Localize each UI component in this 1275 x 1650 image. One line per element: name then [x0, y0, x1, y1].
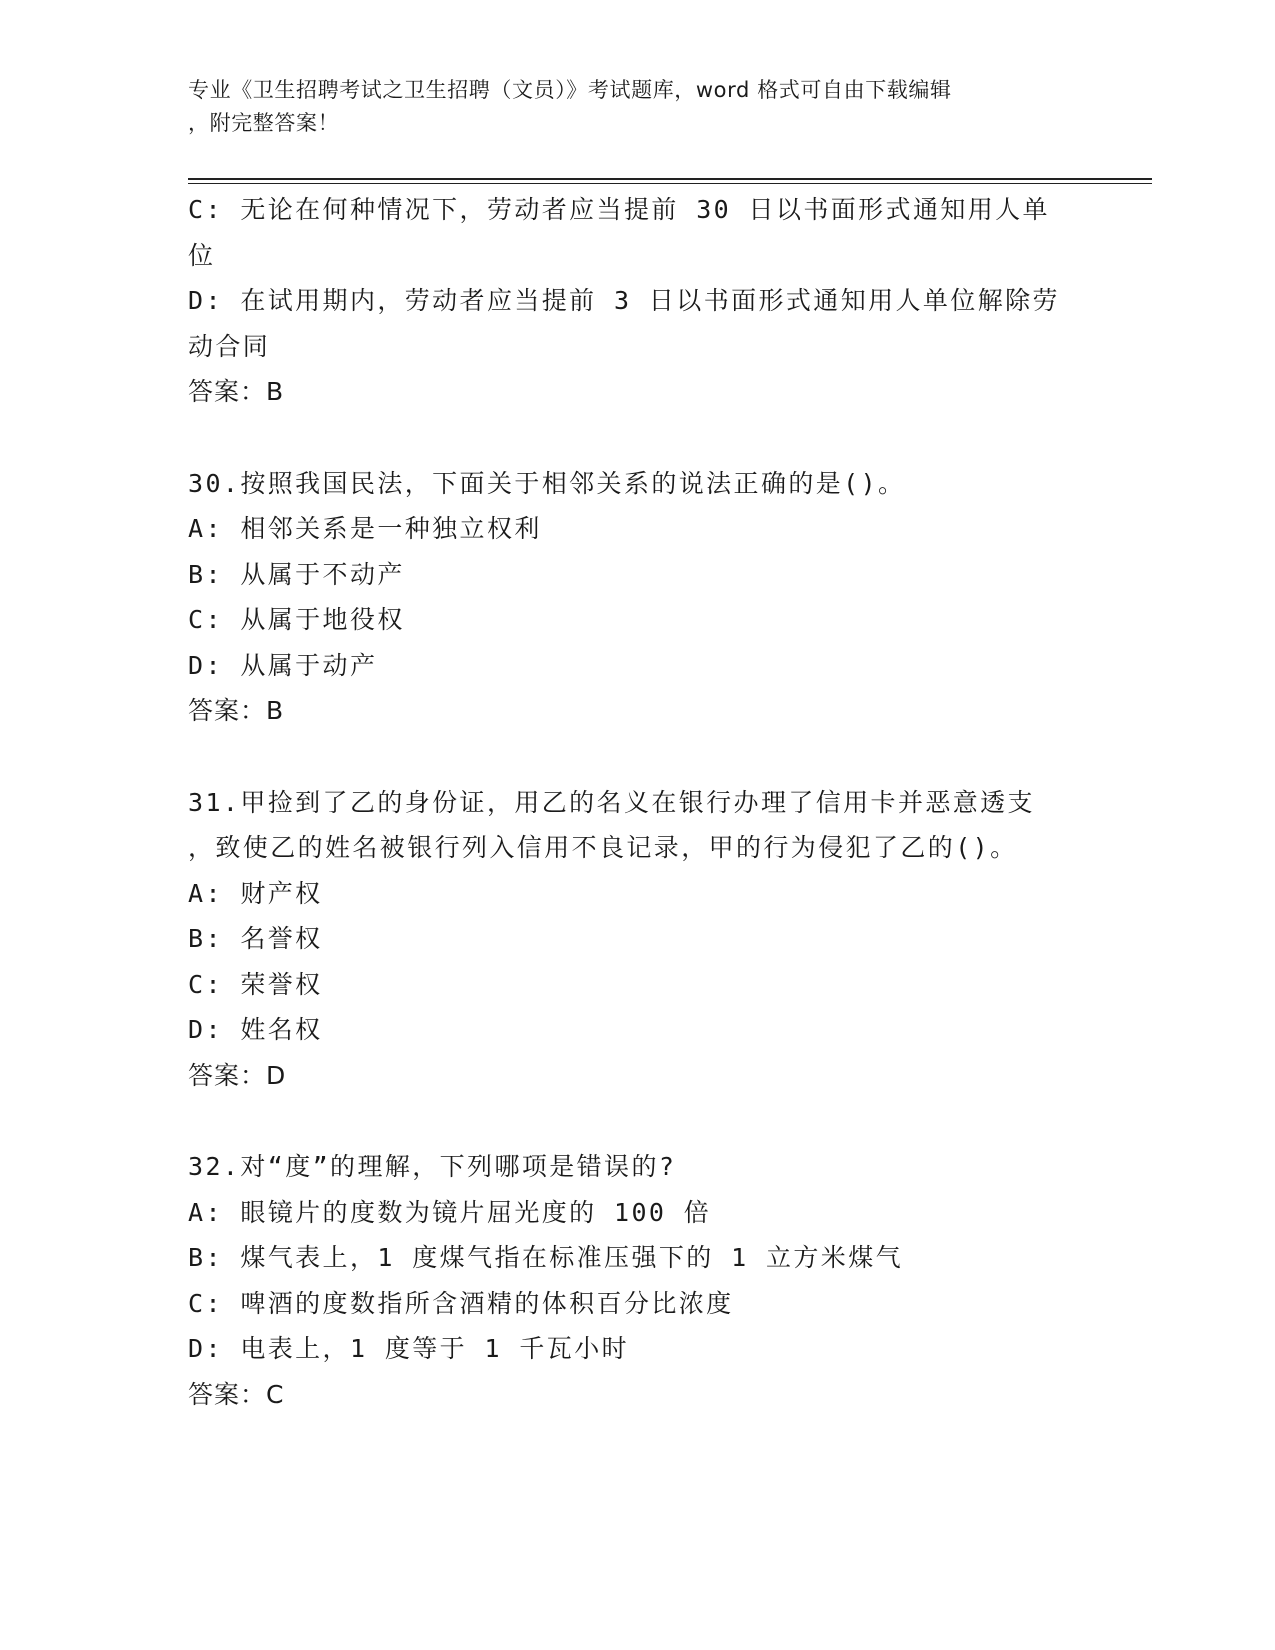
spacer — [188, 734, 1088, 780]
option-a: A: 财产权 — [188, 878, 323, 908]
question-31 — [188, 780, 1088, 1099]
question-32 — [188, 1144, 1088, 1417]
question-content — [188, 187, 1088, 1417]
option-b: B: 名誉权 — [188, 924, 323, 953]
option-c-line-1: C: 无论在何种情况下，劳动者应当提前 30 日以书面形式通知用人单 — [188, 195, 1050, 224]
question-stem-line-1: 31.甲捡到了乙的身份证，用乙的名义在银行办理了信用卡并恶意透支 — [188, 787, 1035, 817]
answer-29: 答案：B — [188, 377, 285, 406]
question-29-tail — [188, 187, 1088, 415]
option-d: D: 电表上，1 度等于 1 千瓦小时 — [188, 1334, 630, 1363]
header-line-2: ，附完整答案！ — [188, 111, 340, 135]
option-d-line-2: 动合同 — [188, 331, 271, 361]
option-d-line-1: D: 在试用期内，劳动者应当提前 3 日以书面形式通知用人单位解除劳 — [188, 286, 1060, 315]
option-a: A: 眼镜片的度数为镜片屈光度的 100 倍 — [188, 1197, 712, 1227]
page-header — [188, 74, 1068, 140]
option-b: B: 煤气表上，1 度煤气指在标准压强下的 1 立方米煤气 — [188, 1243, 904, 1272]
option-c-line-2: 位 — [188, 240, 216, 270]
option-c: C: 从属于地役权 — [188, 605, 405, 634]
answer-32: 答案：C — [188, 1379, 285, 1409]
option-b: B: 从属于不动产 — [188, 559, 405, 589]
header-divider — [188, 178, 1152, 184]
spacer — [188, 1098, 1088, 1144]
question-stem: 30.按照我国民法，下面关于相邻关系的说法正确的是()。 — [188, 468, 906, 498]
option-c: C: 啤酒的度数指所含酒精的体积百分比浓度 — [188, 1288, 734, 1318]
option-d: D: 姓名权 — [188, 1015, 323, 1044]
question-30 — [188, 461, 1088, 734]
answer-30: 答案：B — [188, 696, 285, 725]
question-stem: 32.对“度”的理解，下列哪项是错误的? — [188, 1152, 677, 1181]
option-c: C: 荣誉权 — [188, 969, 323, 999]
option-d: D: 从属于动产 — [188, 650, 378, 680]
header-line-1: 专业《卫生招聘考试之卫生招聘（文员）》考试题库，word 格式可自由下载编辑 — [188, 78, 952, 102]
option-a: A: 相邻关系是一种独立权利 — [188, 514, 542, 543]
spacer — [188, 415, 1088, 461]
question-stem-line-2: ，致使乙的姓名被银行列入信用不良记录，甲的行为侵犯了乙的()。 — [188, 833, 1018, 862]
answer-31: 答案：D — [188, 1060, 287, 1090]
